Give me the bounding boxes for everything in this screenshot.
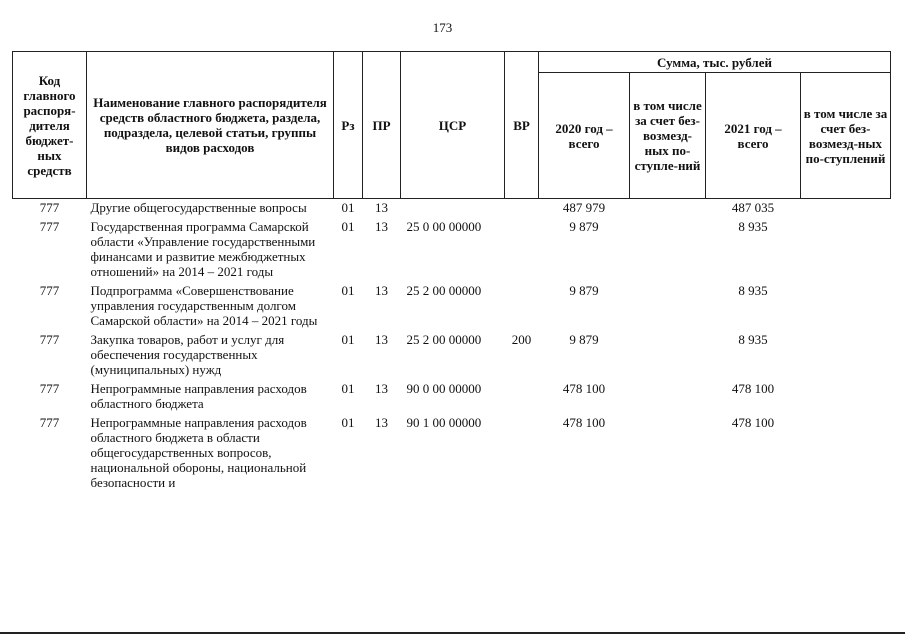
page-number: 173 [432, 20, 453, 35]
cell-2021-free [801, 380, 891, 414]
header-code: Код главного распоря-дителя бюджет-ных средств [13, 52, 87, 199]
header-sum-group: Сумма, тыс. рублей [539, 52, 891, 73]
cell-pr: 13 [375, 219, 388, 234]
cell-csr: 90 1 00 00000 [406, 415, 482, 430]
cell-csr: 25 2 00 00000 [406, 332, 482, 347]
cell-2020-free [630, 414, 706, 493]
cell-rz: 01 [341, 415, 355, 430]
cell-2020-total: 9 879 [569, 332, 599, 347]
header-csr: ЦСР [401, 52, 505, 199]
table-row [13, 414, 891, 493]
cell-code: 777 [39, 332, 60, 347]
cell-2020-free [630, 218, 706, 282]
cell-pr: 13 [375, 332, 388, 347]
header-2021-total: 2021 год – всего [706, 73, 801, 199]
table-row [13, 199, 891, 219]
cell-pr: 13 [375, 283, 388, 298]
cell-2020-free [630, 331, 706, 380]
cell-rz: 01 [341, 381, 355, 396]
cell-code: 777 [39, 283, 60, 298]
cell-2020-free [630, 380, 706, 414]
cell-2021-free [801, 331, 891, 380]
cell-2021-free [801, 218, 891, 282]
cell-2021-total: 8 935 [738, 219, 768, 234]
table-row [13, 282, 891, 331]
cell-vr [505, 414, 539, 493]
header-2020-total: 2020 год – всего [539, 73, 630, 199]
cell-2021-free [801, 282, 891, 331]
cell-rz: 01 [341, 332, 355, 347]
cell-code: 777 [39, 219, 60, 234]
header-vr: ВР [505, 52, 539, 199]
cell-csr: 25 2 00 00000 [406, 283, 482, 298]
bottom-rule [0, 632, 905, 634]
table-row [13, 380, 891, 414]
cell-rz: 01 [341, 200, 355, 215]
budget-table [12, 51, 891, 493]
header-2020-free: в том числе за счет без-возмезд-ных по-ступле-ний [630, 73, 706, 199]
cell-2021-total: 478 100 [731, 381, 775, 396]
cell-2020-total: 9 879 [569, 283, 599, 298]
cell-2021-total: 487 035 [731, 200, 775, 215]
cell-vr [505, 199, 539, 219]
cell-2020-total: 487 979 [562, 200, 606, 215]
cell-vr [505, 380, 539, 414]
cell-csr [401, 199, 505, 219]
table-row [13, 218, 891, 282]
table-header [13, 52, 891, 199]
cell-name: Другие общегосударственные вопросы [90, 200, 307, 215]
cell-pr: 13 [375, 415, 388, 430]
table-body [13, 199, 891, 494]
header-rz: Рз [334, 52, 363, 199]
cell-csr: 25 0 00 00000 [406, 219, 482, 234]
cell-2020-total: 478 100 [562, 415, 606, 430]
cell-2021-total: 8 935 [738, 332, 768, 347]
cell-code: 777 [39, 200, 60, 215]
cell-code: 777 [39, 381, 60, 396]
cell-2021-total: 8 935 [738, 283, 768, 298]
cell-2020-free [630, 282, 706, 331]
cell-name: Непрограммные направления расходов областного бюджета [90, 381, 307, 411]
cell-pr: 13 [375, 381, 388, 396]
cell-name: Подпрограмма «Совершенствование управления государственным долгом Самарской области» на 2014 – 2021 годы [90, 283, 318, 328]
cell-name: Непрограммные направления расходов областного бюджета в области общегосударственных вопросов, национальной обороны, национальной безопасности и [90, 415, 307, 490]
cell-vr [505, 218, 539, 282]
cell-2021-free [801, 414, 891, 493]
cell-pr: 13 [375, 200, 388, 215]
cell-rz: 01 [341, 219, 355, 234]
cell-rz: 01 [341, 283, 355, 298]
cell-csr: 90 0 00 00000 [406, 381, 482, 396]
cell-code: 777 [39, 415, 60, 430]
header-2021-free: в том числе за счет без-возмезд-ных по-ступлений [801, 73, 891, 199]
cell-name: Государственная программа Самарской области «Управление государственными финансами и развитие межбюджетных отношений» на 2014 – 2021 годы [90, 219, 316, 279]
cell-2021-total: 478 100 [731, 415, 775, 430]
table-row [13, 331, 891, 380]
cell-name: Закупка товаров, работ и услуг для обеспечения государственных (муниципальных) нужд [90, 332, 285, 377]
cell-vr: 200 [511, 332, 532, 347]
cell-2020-free [630, 199, 706, 219]
cell-2020-total: 9 879 [569, 219, 599, 234]
cell-2020-total: 478 100 [562, 381, 606, 396]
cell-vr [505, 282, 539, 331]
header-name: Наименование главного распорядителя средств областного бюджета, раздела, подраздела, целевой статьи, группы видов расходов [87, 52, 334, 199]
cell-2021-free [801, 199, 891, 219]
header-pr: ПР [363, 52, 401, 199]
